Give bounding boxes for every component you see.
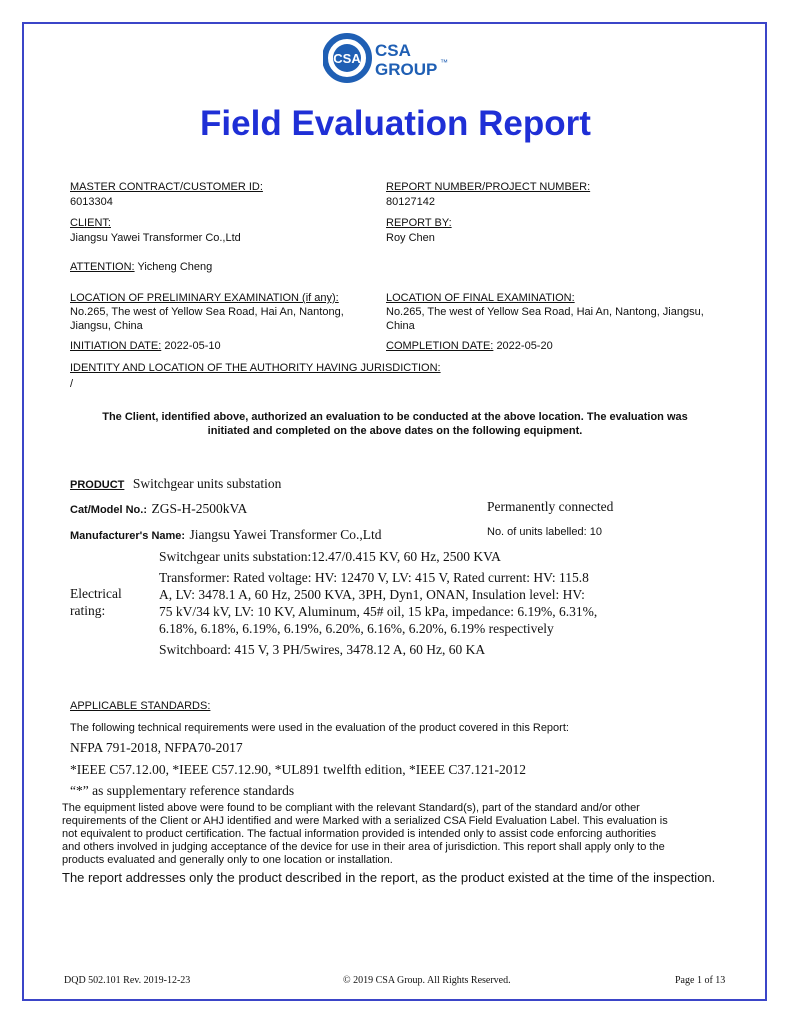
report-title: Field Evaluation Report	[200, 104, 591, 143]
prelim-location-label: LOCATION OF PRELIMINARY EXAMINATION (if any):	[70, 292, 339, 304]
product-row	[70, 475, 281, 493]
units-value: 10	[589, 526, 602, 538]
csa-group-logo	[323, 28, 473, 88]
electrical-label-line2: rating:	[70, 603, 106, 618]
authority-value: /	[70, 378, 74, 390]
model-value: ZGS-H-2500kVA	[151, 501, 248, 516]
standards-label: APPLICABLE STANDARDS:	[70, 700, 211, 712]
model-label: Cat/Model No.:	[70, 504, 147, 516]
electrical-rating-block	[159, 548, 597, 658]
footer-copyright: © 2019 CSA Group. All Rights Reserved.	[343, 975, 511, 986]
footer-doc-ref: DQD 502.101 Rev. 2019-12-23	[64, 975, 191, 986]
svg-text:CSA: CSA	[375, 41, 411, 60]
model-row	[70, 500, 247, 518]
electrical-line: A, LV: 3478.1 A, 60 Hz, 2500 KVA, 3PH, Dyn1, ONAN, Insulation level: HV:	[159, 587, 585, 602]
scope-statement: The report addresses only the product described in the report, as the product existed at the time of the inspection.	[62, 870, 716, 885]
report-number-label: REPORT NUMBER/PROJECT NUMBER:	[386, 181, 591, 193]
attention-value: Yicheng Cheng	[137, 261, 213, 273]
attention-label: ATTENTION:	[70, 261, 135, 273]
electrical-line: Transformer: Rated voltage: HV: 12470 V, LV: 415 V, Rated current: HV: 115.8	[159, 570, 589, 585]
completion-row	[386, 340, 553, 352]
standards-line-2: *IEEE C57.12.00, *IEEE C57.12.90, *UL891 twelfth edition, *IEEE C37.121-2012	[70, 762, 526, 777]
standards-line-1: NFPA 791-2018, NFPA70-2017	[70, 740, 243, 755]
compliance-paragraph	[62, 802, 668, 867]
svg-text:CSA: CSA	[333, 51, 361, 66]
client-value: Jiangsu Yawei Transformer Co.,Ltd	[70, 232, 241, 244]
compliance-line: and others involved in judging acceptance of the device for use in their area of jurisdiction. This report shall apply only to the	[62, 841, 665, 853]
connection-type: Permanently connected	[487, 499, 614, 514]
footer-page-number: Page 1 of 13	[675, 975, 726, 986]
initiation-row	[70, 340, 221, 352]
compliance-line: The equipment listed above were found to be compliant with the relevant Standard(s), part of the standard and/or other	[62, 802, 640, 814]
final-location-line1: No.265, The west of Yellow Sea Road, Hai An, Nantong, Jiangsu,	[386, 306, 704, 318]
report-by-label: REPORT BY:	[386, 217, 452, 229]
manufacturer-value: Jiangsu Yawei Transformer Co.,Ltd	[189, 527, 382, 542]
electrical-rating-label	[70, 585, 122, 619]
completion-value: 2022-05-20	[496, 340, 553, 352]
units-row	[487, 526, 602, 538]
compliance-line: requirements of the Client or AHJ identified and were Marked with a serialized CSA Field Evaluation Label. This evaluation is	[62, 815, 668, 827]
report-number-value: 80127142	[386, 196, 435, 208]
initiation-label: INITIATION DATE:	[70, 340, 162, 352]
electrical-line: Switchboard: 415 V, 3 PH/5wires, 3478.12 A, 60 Hz, 60 KA	[159, 642, 486, 657]
standards-intro: The following technical requirements were used in the evaluation of the product covered in this Report:	[70, 722, 569, 734]
final-location-label: LOCATION OF FINAL EXAMINATION:	[386, 292, 575, 304]
electrical-line: Switchgear units substation:12.47/0.415 KV, 60 Hz, 2500 KVA	[159, 549, 501, 564]
master-contract-label: MASTER CONTRACT/CUSTOMER ID:	[70, 181, 263, 193]
units-label: No. of units labelled:	[487, 526, 587, 538]
svg-text:GROUP: GROUP	[375, 60, 438, 79]
svg-text:™: ™	[440, 58, 448, 67]
authority-label: IDENTITY AND LOCATION OF THE AUTHORITY HAVING JURISDICTION:	[70, 362, 441, 374]
authorization-statement	[60, 410, 730, 438]
product-label: PRODUCT	[70, 479, 125, 491]
initiation-value: 2022-05-10	[164, 340, 221, 352]
electrical-label-line1: Electrical	[70, 586, 122, 601]
product-value: Switchgear units substation	[132, 476, 282, 491]
prelim-location-line1: No.265, The west of Yellow Sea Road, Hai An, Nantong,	[70, 306, 344, 318]
manufacturer-label: Manufacturer's Name:	[70, 530, 186, 542]
authorization-line-2: initiated and completed on the above dates on the following equipment.	[207, 425, 583, 437]
electrical-line: 75 kV/34 kV, LV: 10 KV, Aluminum, 45# oil, 15 kPa, impedance: 6.19%, 6.31%,	[159, 604, 598, 619]
attention-row	[70, 261, 212, 273]
compliance-line: products evaluated and generally only to one location or installation.	[62, 854, 393, 866]
prelim-location-line2: Jiangsu, China	[70, 320, 143, 332]
final-location-line2: China	[386, 320, 415, 332]
standards-line-3: “*” as supplementary reference standards	[70, 783, 295, 798]
master-contract-value: 6013304	[70, 196, 113, 208]
electrical-line: 6.18%, 6.18%, 6.19%, 6.19%, 6.20%, 6.16%, 6.20%, 6.19% respectively	[159, 621, 554, 636]
manufacturer-row	[70, 526, 382, 544]
report-by-value: Roy Chen	[386, 232, 435, 244]
compliance-line: not equivalent to product certification. The factual information provided is intended only to assist code enforcing authorities	[62, 828, 657, 840]
authorization-line-1: The Client, identified above, authorized an evaluation to be conducted at the above location. The evaluation was	[102, 411, 688, 423]
client-label: CLIENT:	[70, 217, 111, 229]
completion-label: COMPLETION DATE:	[386, 340, 494, 352]
